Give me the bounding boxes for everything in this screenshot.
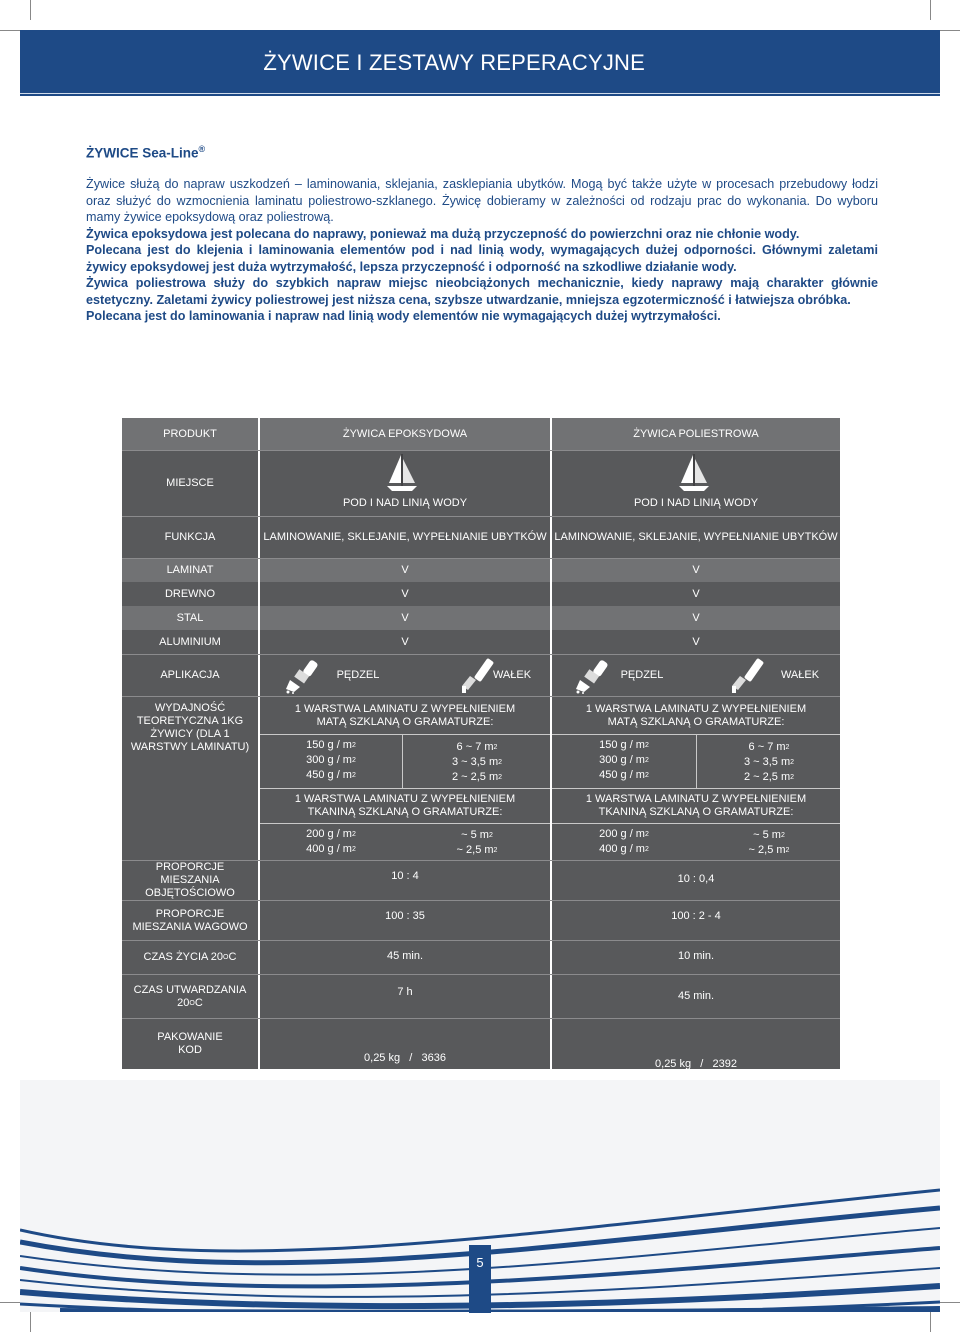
mat-weight-line: 450 g / $m^2$ (306, 769, 356, 781)
row-label-czas-zycia: CZAS ŻYCIA 20 O C (143, 951, 237, 963)
row-label-drewno: DREWNO (164, 587, 216, 600)
crop-mark (940, 30, 960, 31)
row-label-produkt: PRODUKT (163, 427, 217, 440)
epoxy-czas-zycia: 45 min. (386, 949, 424, 962)
polyester-laminat: V (692, 563, 700, 576)
fabric-area-line: ~ 5 $m^2$ (753, 829, 785, 841)
crop-mark (930, 0, 931, 20)
row-label-aluminium: ALUMINIUM (159, 635, 221, 648)
mat-weight-line: 300 g / $m^2$ (306, 754, 356, 766)
row-label-czas-utwardzania: CZAS UTWARDZANIA $20^OC$ (133, 983, 247, 1009)
row-label-proporcje-obj: PROPORCJE MIESZANIA OBJĘTOŚCIOWO (145, 861, 235, 899)
mat-area-line: 6 ~ 7 $m^2$ (748, 741, 790, 753)
yield-divider (696, 734, 697, 788)
yield-divider (260, 823, 550, 824)
epoxy-aluminium: V (401, 635, 409, 648)
polyester-mat-weights (552, 738, 696, 783)
fabric-weight-line: 400 g / $m^2$ (599, 843, 649, 855)
polyester-proporcje-obj: 10 : 0,4 (677, 872, 715, 885)
epoxy-laminat: V (401, 563, 409, 576)
sailboat-icon (384, 453, 420, 495)
polyester-funkcja: LAMINOWANIE, SKLEJANIE, WYPEŁNIANIE UBYTKÓW (554, 531, 838, 543)
epoxy-proporcje-obj: 10 : 4 (391, 869, 419, 882)
epoxy-header: ŻYWICA EPOKSYDOWA (342, 427, 468, 440)
epoxy-fabric-header: 1 WARSTWA LAMINATU Z WYPEŁNIENIEM TKANINĄ SZKLANĄ O GRAMATURZE: (294, 793, 516, 818)
intro-paragraph: Polecana jest do laminowania i napraw nad linią wody elementów nie wymagających dużej wytrzymałości. (86, 309, 721, 323)
yield-divider (260, 734, 550, 735)
mat-area-line: 2 ~ 2,5 $m^2$ (743, 771, 795, 783)
section-title (86, 144, 205, 161)
header-band (20, 30, 940, 96)
polyester-drewno: V (692, 587, 700, 600)
fabric-area-line: ~ 2,5 $m^2$ (748, 844, 790, 856)
resin-comparison-table (122, 418, 840, 1069)
crop-mark (940, 1302, 960, 1303)
sailboat-icon (676, 453, 712, 495)
polyester-fabric-weights (552, 827, 696, 857)
mat-weight-line: 450 g / $m^2$ (599, 769, 649, 781)
epoxy-miejsce: POD I NAD LINIĄ WODY (342, 496, 468, 509)
row-label-proporcje-wag: PROPORCJE MIESZANIA WAGOWO (132, 907, 248, 933)
registered-mark: ® (198, 144, 206, 154)
row-label-aplikacja: APLIKACJA (160, 669, 220, 681)
page-number: 5 (469, 1245, 491, 1313)
paintbrush-icon (284, 656, 324, 694)
crop-mark (0, 30, 20, 31)
fabric-area-line: ~ 2,5 $m^2$ (456, 844, 498, 856)
epoxy-fabric-weights (260, 827, 402, 857)
polyester-proporcje-wag: 100 : 2 - 4 (671, 909, 721, 922)
epoxy-proporcje-wag: 100 : 35 (385, 909, 425, 922)
crop-mark (30, 0, 31, 20)
intro-paragraph: Żywica epoksydowa jest polecana do naprawy, ponieważ ma dużą przyczepność do powierzchni oraz nie chłonie wody. (86, 226, 800, 241)
intro-paragraph: Żywica poliestrowa służy do szybkich napraw miejsc nieobciążonych mechanicznie, kiedy naprawy mają charakter głównie estetyczny. Zaletami żywicy poliestrowej jest niższa cena, szybsze utwardzanie, mniejsza egzotermiczność i łatwiejsza obróbka. (86, 276, 878, 307)
epoxy-mat-weights (260, 738, 402, 783)
crop-mark (30, 1312, 31, 1332)
polyester-czas-zycia: 10 min. (677, 949, 715, 962)
fabric-weight-line: 200 g / $m^2$ (306, 828, 356, 840)
fabric-area-line: ~ 5 $m^2$ (461, 829, 493, 841)
yield-divider (552, 823, 840, 824)
mat-area-line: 2 ~ 2,5 $m^2$ (451, 771, 503, 783)
pack-line: 0,25 kg / 2392 (655, 1058, 737, 1070)
fabric-weight-line: 400 g / $m^2$ (306, 843, 356, 855)
crop-mark (0, 1302, 20, 1303)
yield-divider (402, 734, 403, 788)
epoxy-fabric-areas (404, 828, 550, 858)
intro-paragraph: Polecana jest do klejenia i laminowania elementów pod i nad linią wody, wymagających dużej odporności. Głównymi zaletami żywicy epoksydowej jest duża wytrzymałość, lepsza przyczepność i odporność na szkodliwe działanie wody. (86, 243, 878, 274)
fabric-weight-line: 200 g / $m^2$ (599, 828, 649, 840)
polyester-header: ŻYWICA POLIESTROWA (633, 427, 759, 440)
polyester-pedzel-label: PĘDZEL (620, 669, 664, 681)
mat-weight-line: 150 g / $m^2$ (306, 739, 356, 751)
row-label-laminat: LAMINAT (166, 563, 214, 576)
page-title: ŻYWICE I ZESTAWY REPERACYJNE (263, 50, 645, 75)
paint-roller-icon (726, 656, 766, 694)
row-label-wydajnosc: WYDAJNOŚĆ TEORETYCZNA 1KG ŻYWICY (DLA 1 WARSTWY LAMINATU) (130, 702, 250, 753)
mat-area-line: 3 ~ 3,5 $m^2$ (451, 756, 503, 768)
intro-paragraph: Żywice służą do napraw uszkodzeń – laminowania, sklejania, zasklepiania ubytków. Mogą być także użyte w procesach przebudowy łodzi oraz służyć do wzmocnienia laminatu poliestrowo-szklanego. Żywicę dobieramy w zależności od rodzaju prac do wykonania. Do wyboru mamy żywice epoksydową oraz poliestrową. (86, 177, 878, 224)
epoxy-stal: V (401, 611, 409, 624)
row-label-stal: STAL (176, 611, 204, 624)
epoxy-pedzel-label: PĘDZEL (336, 669, 380, 681)
epoxy-drewno: V (401, 587, 409, 600)
epoxy-czas-utwardzania: 7 h (397, 985, 413, 998)
header-rule (20, 93, 940, 94)
mat-weight-line: 300 g / $m^2$ (599, 754, 649, 766)
intro-text (86, 176, 878, 325)
polyester-aluminium: V (692, 635, 700, 648)
epoxy-funkcja: LAMINOWANIE, SKLEJANIE, WYPEŁNIANIE UBYTKÓW (263, 531, 547, 543)
mat-weight-line: 150 g / $m^2$ (599, 739, 649, 751)
crop-mark (930, 1312, 931, 1332)
epoxy-walek-label: WAŁEK (492, 669, 532, 681)
polyester-stal: V (692, 611, 700, 624)
mat-area-line: 3 ~ 3,5 $m^2$ (743, 756, 795, 768)
row-label-funkcja: FUNKCJA (164, 531, 216, 543)
polyester-mat-areas (698, 740, 840, 785)
paintbrush-icon (574, 656, 614, 694)
polyester-walek-label: WAŁEK (780, 669, 820, 681)
polyester-mat-header: 1 WARSTWA LAMINATU Z WYPEŁNIENIEM MATĄ SZKLANĄ O GRAMATURZE: (585, 703, 807, 728)
mat-area-line: 6 ~ 7 $m^2$ (456, 741, 498, 753)
polyester-miejsce: POD I NAD LINIĄ WODY (633, 496, 759, 509)
row-divider (122, 696, 840, 697)
row-divider (122, 1018, 840, 1019)
row-label-pakowanie: PAKOWANIE KOD (157, 1031, 223, 1056)
row-label-miejsce: MIEJSCE (166, 477, 214, 489)
epoxy-mat-header: 1 WARSTWA LAMINATU Z WYPEŁNIENIEM MATĄ SZKLANĄ O GRAMATURZE: (294, 703, 516, 728)
section-title-text: ŻYWICE Sea-Line (86, 145, 199, 161)
polyester-czas-utwardzania: 45 min. (677, 989, 715, 1002)
epoxy-mat-areas (404, 740, 550, 785)
polyester-fabric-header: 1 WARSTWA LAMINATU Z WYPEŁNIENIEM TKANINĄ SZKLANĄ O GRAMATURZE: (585, 793, 807, 818)
pack-line: 0,25 kg / 3636 (364, 1052, 446, 1064)
polyester-fabric-areas (698, 828, 840, 858)
